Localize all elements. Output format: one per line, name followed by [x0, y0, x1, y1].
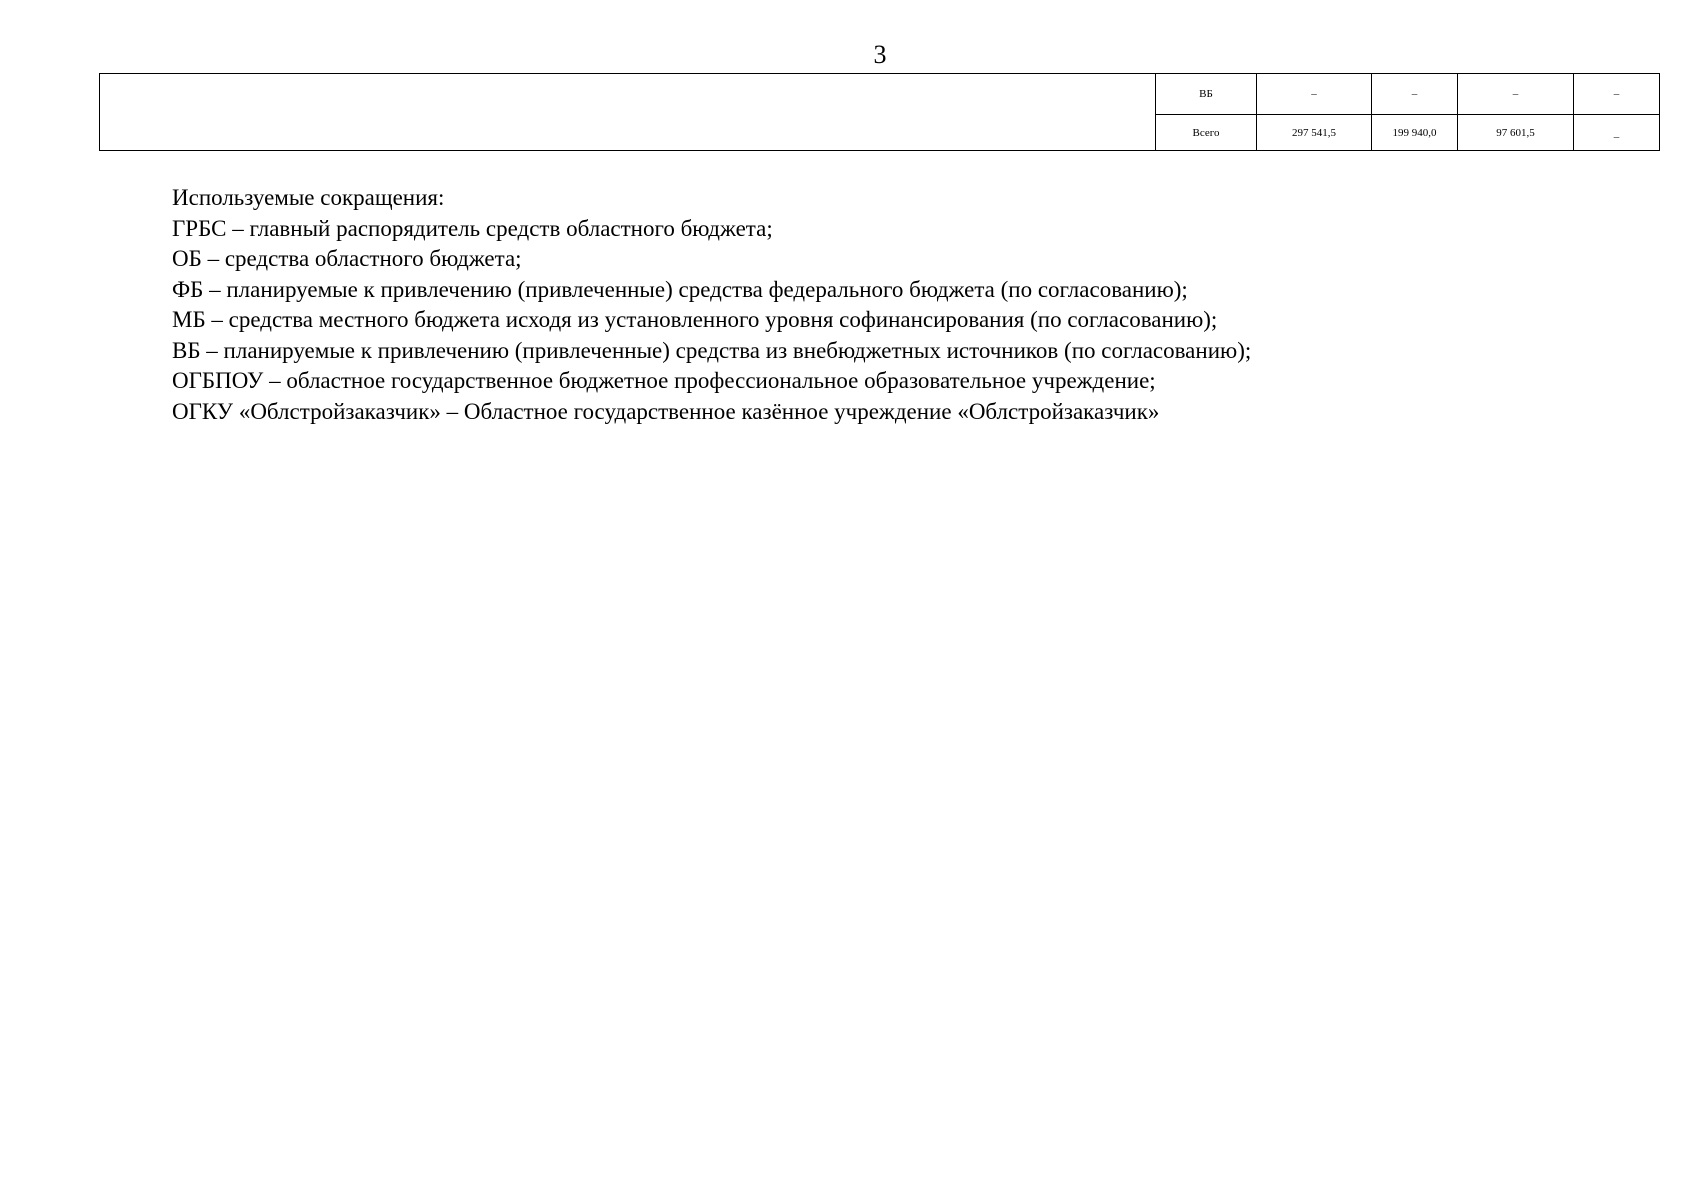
page-number: 3 [873, 40, 887, 69]
source-cell: Всего [1156, 115, 1257, 151]
source-cell: ВБ [1156, 74, 1257, 115]
abbreviation-item: ГРБС – главный распорядитель средств областного бюджета; [172, 215, 773, 241]
value-cell: – [1458, 74, 1574, 115]
value-cell: – [1372, 74, 1458, 115]
value-cell: _ [1574, 115, 1660, 151]
abbreviation-item: ОБ – средства областного бюджета; [172, 246, 522, 271]
value-cell: – [1574, 74, 1660, 115]
abbreviation-item: ФБ – планируемые к привлечению (привлеченные) средства федерального бюджета (по согласованию); [172, 276, 1188, 302]
abbreviation-item: ВБ – планируемые к привлечению (привлеченные) средства из внебюджетных источников (по согласованию); [172, 337, 1252, 363]
abbreviation-item: ОГКУ «Облстройзаказчик» – Областное государственное казённое учреждение «Облстройзаказчик» [172, 398, 1160, 424]
value-cell: – [1257, 74, 1372, 115]
value-cell: 97 601,5 [1458, 115, 1574, 151]
value-cell: 297 541,5 [1257, 115, 1372, 151]
abbreviations-heading: Используемые сокращения: [172, 185, 445, 210]
abbreviations-block [172, 183, 1642, 427]
abbreviation-item: МБ – средства местного бюджета исходя из установленного уровня софинансирования (по согласованию); [172, 307, 1218, 332]
table-row [100, 74, 1660, 115]
value-cell: 199 940,0 [1372, 115, 1458, 151]
financing-table [99, 73, 1660, 151]
merged-empty-cell [100, 74, 1156, 151]
abbreviation-item: ОГБПОУ – областное государственное бюджетное профессиональное образовательное учреждение; [172, 368, 1156, 393]
